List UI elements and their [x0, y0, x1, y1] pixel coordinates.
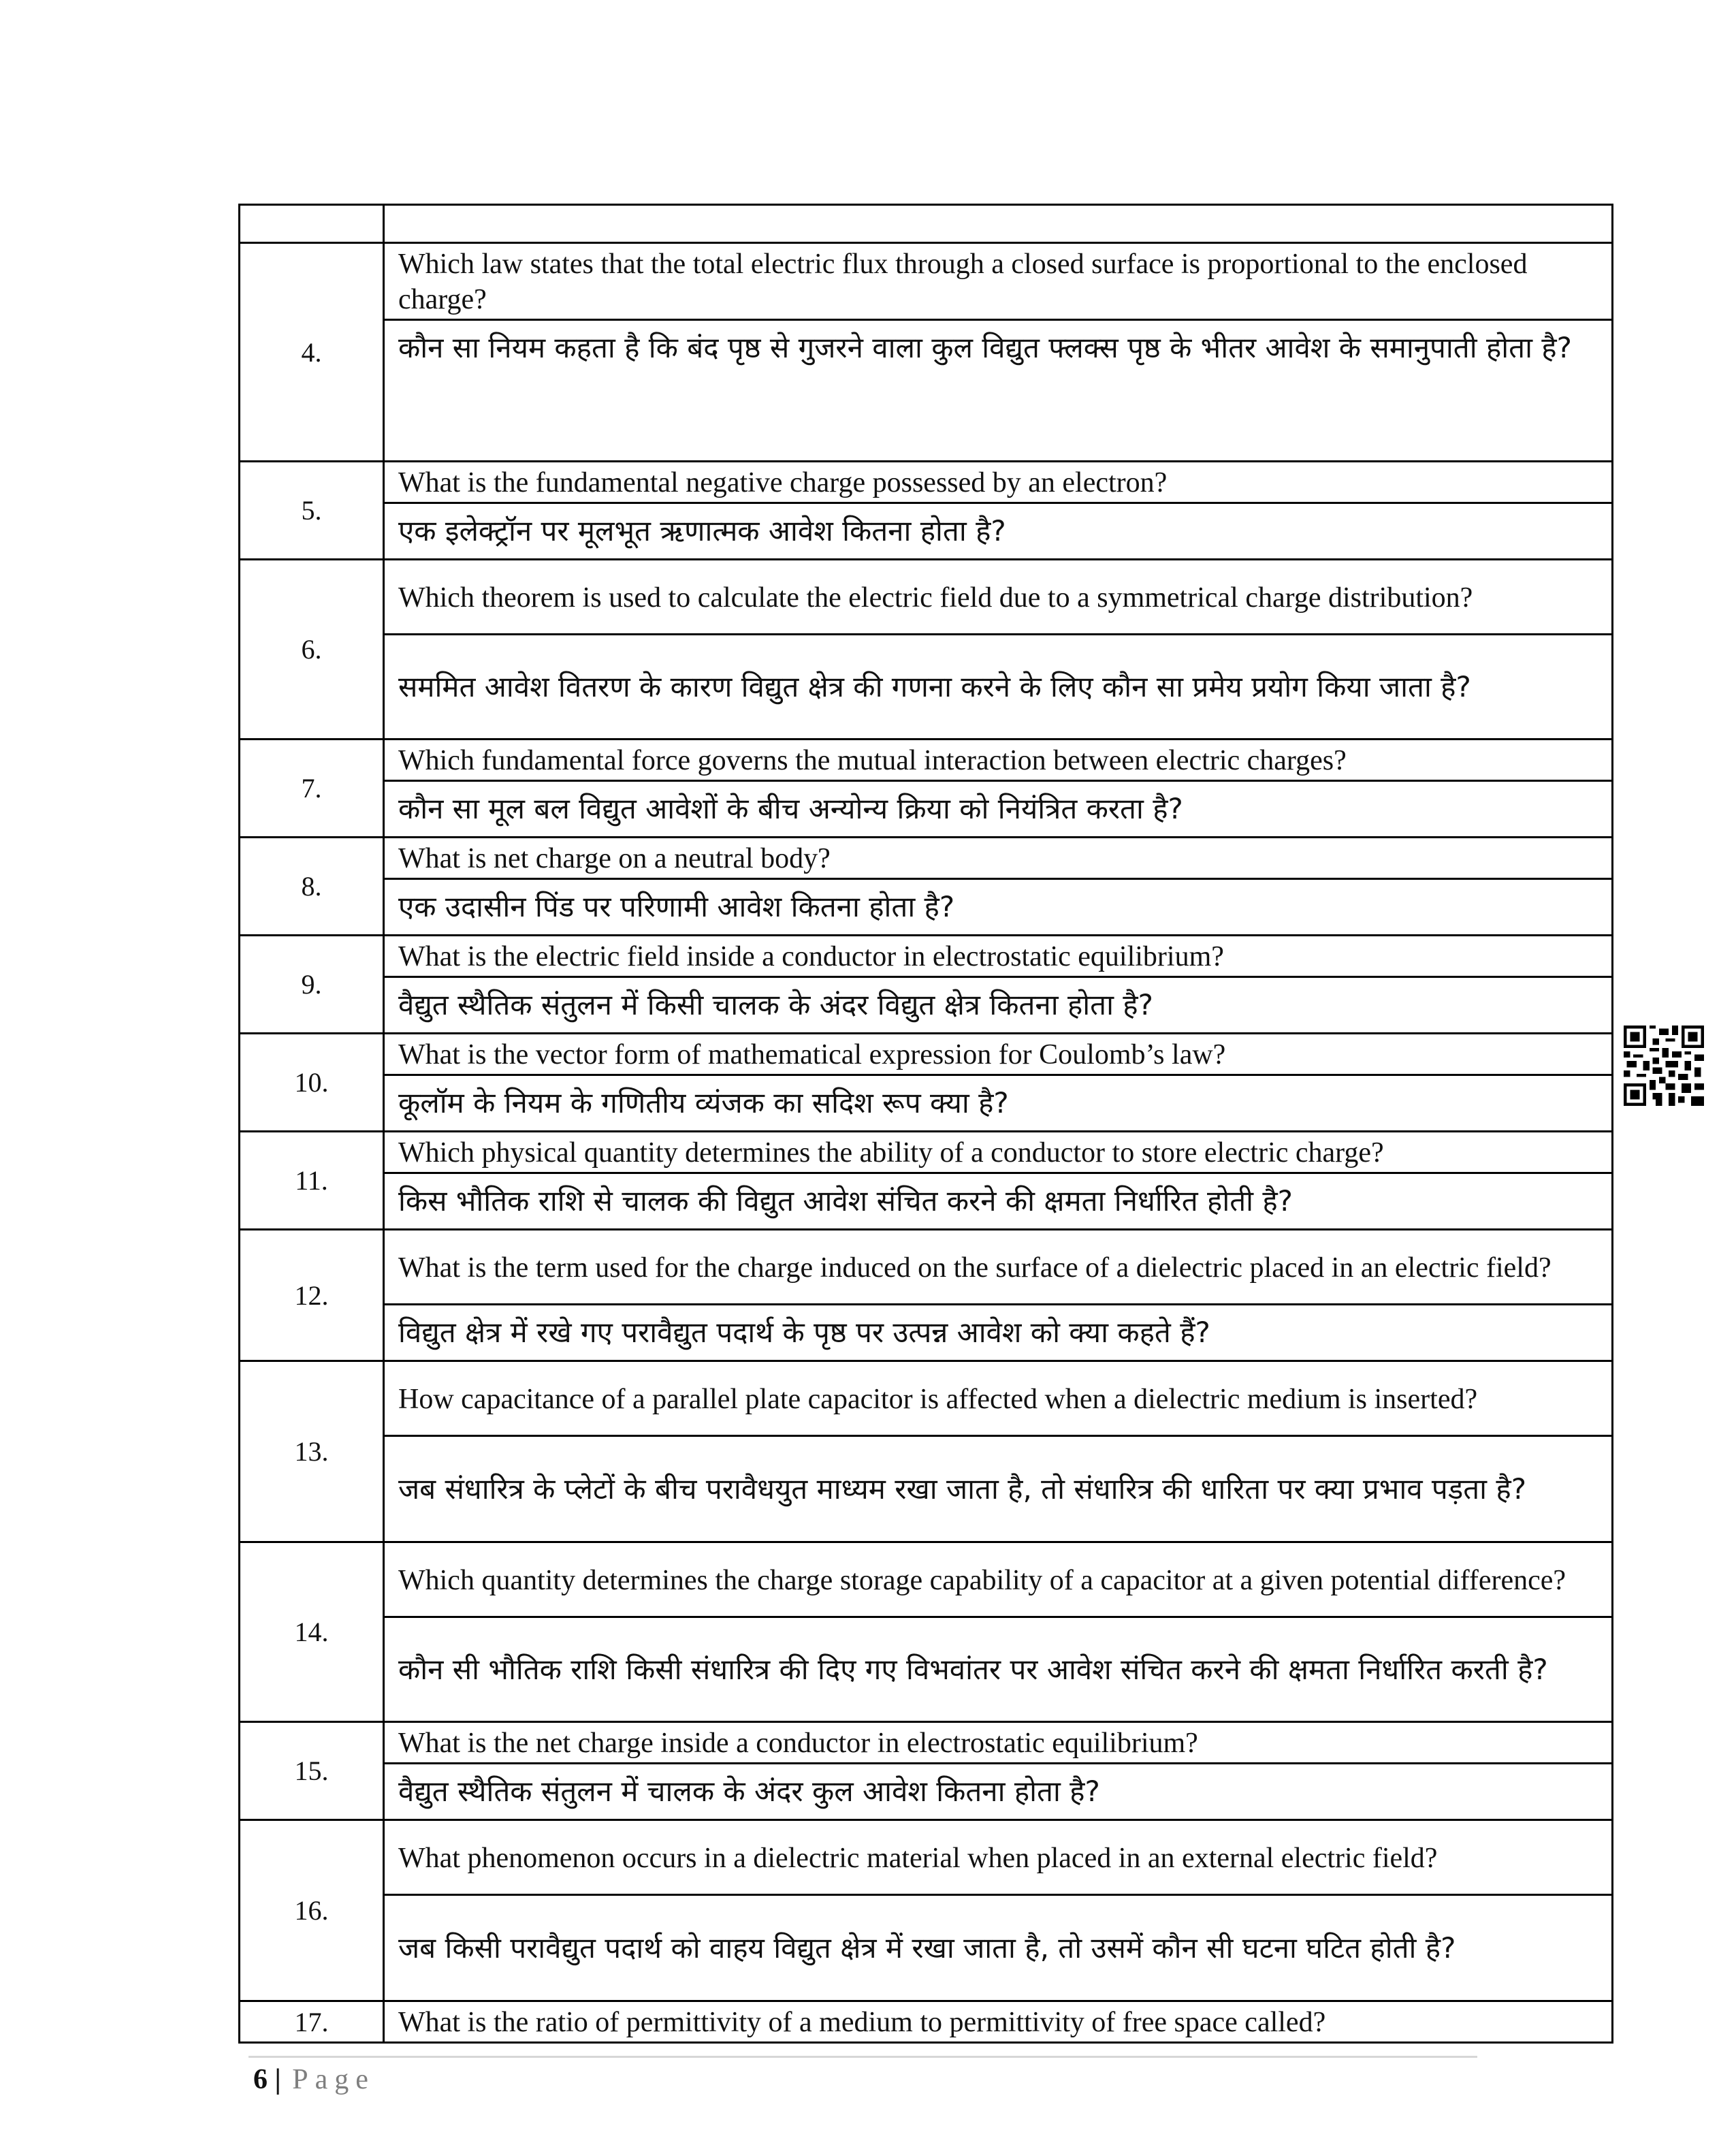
question-row-11 — [240, 1132, 1613, 1173]
question-row-13 — [240, 1361, 1613, 1436]
question-number: 11. — [240, 1132, 384, 1230]
question-row-12 — [240, 1230, 1613, 1305]
question-hindi: किस भौतिक राशि से चालक की विद्युत आवेश संचित करने की क्षमता निर्धारित होती है? — [384, 1173, 1613, 1230]
question-hindi: विद्युत क्षेत्र में रखे गए परावैद्युत पदार्थ के पृष्ठ पर उत्पन्न आवेश को क्या कहते हैं? — [384, 1305, 1613, 1361]
question-number: 10. — [240, 1034, 384, 1132]
footer-separator: | — [274, 2064, 281, 2095]
question-row-5-hindi — [240, 503, 1613, 560]
question-hindi: वैद्युत स्थैतिक संतुलन में किसी चालक के अंदर विद्युत क्षेत्र कितना होता है? — [384, 977, 1613, 1034]
page-number: 6 — [253, 2064, 268, 2095]
question-hindi: वैद्युत स्थैतिक संतुलन में चालक के अंदर कुल आवेश कितना होता है? — [384, 1764, 1613, 1820]
footer-divider — [248, 2056, 1477, 2058]
question-row-16 — [240, 1820, 1613, 1895]
question-row-9 — [240, 936, 1613, 977]
question-number: 15. — [240, 1722, 384, 1820]
question-row-7 — [240, 740, 1613, 781]
question-english: What is the term used for the charge induced on the surface of a dielectric placed in an electric field? — [384, 1230, 1613, 1305]
table-header-row — [240, 205, 1613, 243]
question-row-9-hindi — [240, 977, 1613, 1034]
question-english: What is the net charge inside a conductor in electrostatic equilibrium? — [384, 1722, 1613, 1764]
question-row-14 — [240, 1542, 1613, 1617]
question-row-16-hindi — [240, 1895, 1613, 2001]
question-row-10-hindi — [240, 1075, 1613, 1132]
header-cell-question — [384, 205, 1613, 243]
question-row-6 — [240, 560, 1613, 635]
question-row-4-hindi — [240, 320, 1613, 462]
question-english: How capacitance of a parallel plate capacitor is affected when a dielectric medium is inserted? — [384, 1361, 1613, 1436]
question-row-17 — [240, 2001, 1613, 2043]
question-hindi: जब संधारित्र के प्लेटों के बीच परावैधयुत माध्यम रखा जाता है, तो संधारित्र की धारिता पर क्या प्रभाव पड़ता है? — [384, 1436, 1613, 1542]
question-row-8 — [240, 838, 1613, 879]
page-label: Page — [292, 2064, 375, 2095]
qr-code-icon — [1624, 1026, 1704, 1106]
question-row-4 — [240, 243, 1613, 320]
header-cell-number — [240, 205, 384, 243]
question-english: What is net charge on a neutral body? — [384, 838, 1613, 879]
question-row-13-hindi — [240, 1436, 1613, 1542]
question-hindi: कौन सा मूल बल विद्युत आवेशों के बीच अन्योन्य क्रिया को नियंत्रित करता है? — [384, 781, 1613, 838]
question-number: 6. — [240, 560, 384, 740]
question-hindi: एक उदासीन पिंड पर परिणामी आवेश कितना होता है? — [384, 879, 1613, 936]
question-english: What is the ratio of permittivity of a medium to permittivity of free space called? — [384, 2001, 1613, 2043]
question-table — [238, 204, 1613, 2044]
question-english: Which theorem is used to calculate the electric field due to a symmetrical charge distribution? — [384, 560, 1613, 635]
question-number: 8. — [240, 838, 384, 936]
question-row-15 — [240, 1722, 1613, 1764]
question-hindi: एक इलेक्ट्रॉन पर मूलभूत ऋणात्मक आवेश कितना होता है? — [384, 503, 1613, 560]
question-number: 16. — [240, 1820, 384, 2001]
question-row-14-hindi — [240, 1617, 1613, 1722]
question-row-12-hindi — [240, 1305, 1613, 1361]
question-hindi: सममित आवेश वितरण के कारण विद्युत क्षेत्र की गणना करने के लिए कौन सा प्रमेय प्रयोग किया जाता है? — [384, 635, 1613, 740]
question-english: What is the electric field inside a conductor in electrostatic equilibrium? — [384, 936, 1613, 977]
question-english: What is the fundamental negative charge possessed by an electron? — [384, 462, 1613, 503]
question-english: Which fundamental force governs the mutual interaction between electric charges? — [384, 740, 1613, 781]
question-number: 14. — [240, 1542, 384, 1722]
question-row-5 — [240, 462, 1613, 503]
question-english: Which law states that the total electric flux through a closed surface is proportional to the enclosed charge? — [384, 243, 1613, 320]
question-hindi: कौन सी भौतिक राशि किसी संधारित्र की दिए गए विभवांतर पर आवेश संचित करने की क्षमता निर्धारित करती है? — [384, 1617, 1613, 1722]
question-number: 4. — [240, 243, 384, 462]
page-footer — [253, 2063, 375, 2096]
question-row-6-hindi — [240, 635, 1613, 740]
question-row-11-hindi — [240, 1173, 1613, 1230]
question-number: 17. — [240, 2001, 384, 2043]
question-hindi: जब किसी परावैद्युत पदार्थ को वाहय विद्युत क्षेत्र में रखा जाता है, तो उसमें कौन सी घटना घटित होती है? — [384, 1895, 1613, 2001]
question-row-10 — [240, 1034, 1613, 1075]
question-english: Which physical quantity determines the ability of a conductor to store electric charge? — [384, 1132, 1613, 1173]
question-number: 7. — [240, 740, 384, 838]
question-number: 5. — [240, 462, 384, 560]
question-number: 13. — [240, 1361, 384, 1542]
question-row-15-hindi — [240, 1764, 1613, 1820]
question-number: 9. — [240, 936, 384, 1034]
question-row-7-hindi — [240, 781, 1613, 838]
question-english: What is the vector form of mathematical expression for Coulomb’s law? — [384, 1034, 1613, 1075]
question-number: 12. — [240, 1230, 384, 1361]
question-english: Which quantity determines the charge storage capability of a capacitor at a given potential difference? — [384, 1542, 1613, 1617]
question-english: What phenomenon occurs in a dielectric material when placed in an external electric field? — [384, 1820, 1613, 1895]
question-hindi: कूलॉम के नियम के गणितीय व्यंजक का सदिश रूप क्या है? — [384, 1075, 1613, 1132]
question-hindi: कौन सा नियम कहता है कि बंद पृष्ठ से गुजरने वाला कुल विद्युत फ्लक्स पृष्ठ के भीतर आवेश के समानुपाती होता है? — [384, 320, 1613, 462]
question-row-8-hindi — [240, 879, 1613, 936]
